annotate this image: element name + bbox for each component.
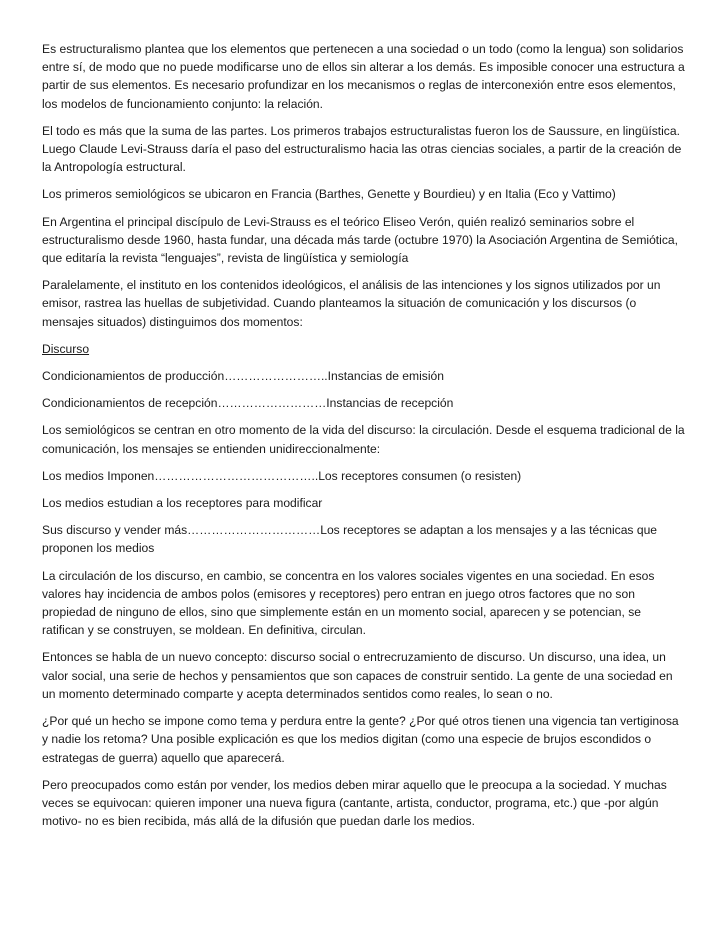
section-heading-discurso: Discurso — [42, 341, 90, 356]
paragraph-circulation-intro: Los semiológicos se centran en otro momento de la vida del discurso: la circulación. Desde el esquema tradicional de la comunicación, los mensajes se entienden unidireccionalmente: — [42, 423, 685, 456]
paragraph-first-semiologists: Los primeros semiológicos se ubicaron en Francia (Barthes, Genette y Bourdieu) y en Italia (Eco y Vattimo) — [42, 187, 616, 202]
paragraph-social-discourse: Entonces se habla de un nuevo concepto: discurso social o entrecruzamiento de discurso. Un discurso, una idea, un valor social, una serie de hechos y pensamientos que son capaces de construir sentido. La gente de una sociedad en un momento determinado comparte y acepta determinados sentidos como reales, lo sean o no. — [42, 650, 673, 701]
paragraph-media-worry: Pero preocupados como están por vender, los medios deben mirar aquello que le preocupa a la sociedad. Y muchas veces se equivocan: quieren imponer una nueva figura (cantante, artista, conductor, programa, etc.) que -por algún motivo- no es bien recibida, más allá de la difusión que puedan darle los medios. — [42, 777, 667, 829]
paragraph-structuralism: Es estructuralismo plantea que los elementos que pertenecen a una sociedad o un todo (como la lengua) son solidarios entre sí, de modo que no puede modificarse uno de ellos sin alterar a los demás. Es imposible conocer una estructura a partir de sus elementos. Es necesario profundizar en los mecanismos o reglas de interconexión entre esos elementos, los modelos de funcionamiento conjunto: la relación. — [42, 42, 685, 111]
line-reception-conditions: Condicionamientos de recepción………………………Instancias de recepción — [42, 396, 454, 411]
paragraph-questions: ¿Por qué un hecho se impone como tema y perdura entre la gente? ¿Por qué otros tienen una vigencia tan vertiginosa y nadie los retoma? Una posible explicación es que los medios digitan (como una especie de brujos escondidos o estrategas de guerra) aquello que aparecerá. — [42, 714, 679, 765]
line-media-impose: Los medios Imponen…………………………………..Los receptores consumen (o resisten) — [42, 468, 522, 483]
paragraph-parallel: Paralelamente, el instituto en los contenidos ideológicos, el análisis de las intenciones y los signos utilizados por un emisor, rastrea las huellas de subjetividad. Cuando planteamos la situación de comunicación y los discursos (o mensajes situados) distinguimos dos momentos: — [42, 278, 661, 329]
paragraph-whole-vs-parts: El todo es más que la suma de las partes. Los primeros trabajos estructuralistas fueron los de Saussure, en lingüística. Luego Claude Levi-Strauss daría el paso del estructuralismo hacia las otras ciencias sociales, a partir de la creación de la Antropología estructural. — [42, 123, 682, 175]
line-media-study: Los medios estudian a los receptores para modificar — [42, 496, 323, 511]
line-sell-more: Sus discurso y vender más……………………………Los receptores se adaptan a los mensajes y a las técnicas que proponen los medios — [42, 523, 658, 556]
line-production-conditions: Condicionamientos de producción……………………..Instancias de emisión — [42, 369, 444, 384]
paragraph-circulation: La circulación de los discurso, en cambio, se concentra en los valores sociales vigentes en una sociedad. En esos valores hay incidencia de ambos polos (emisores y receptores) pero entran en juego otros factores que no son propiedad de ninguno de ellos, sino que simplemente están en un momento social, aparecen y se potencian, se ratifican y se construyen, se moldean. En definitiva, circulan. — [42, 568, 655, 638]
paragraph-argentina: En Argentina el principal discípulo de Levi-Strauss es el teórico Eliseo Verón, quién realizó seminarios sobre el estructuralismo desde 1960, hasta fundar, una década más tarde (octubre 1970) la Asociación Argentina de Semiótica, que editaría la revista “lenguajes”, revista de lingüística y semiología — [42, 214, 678, 266]
